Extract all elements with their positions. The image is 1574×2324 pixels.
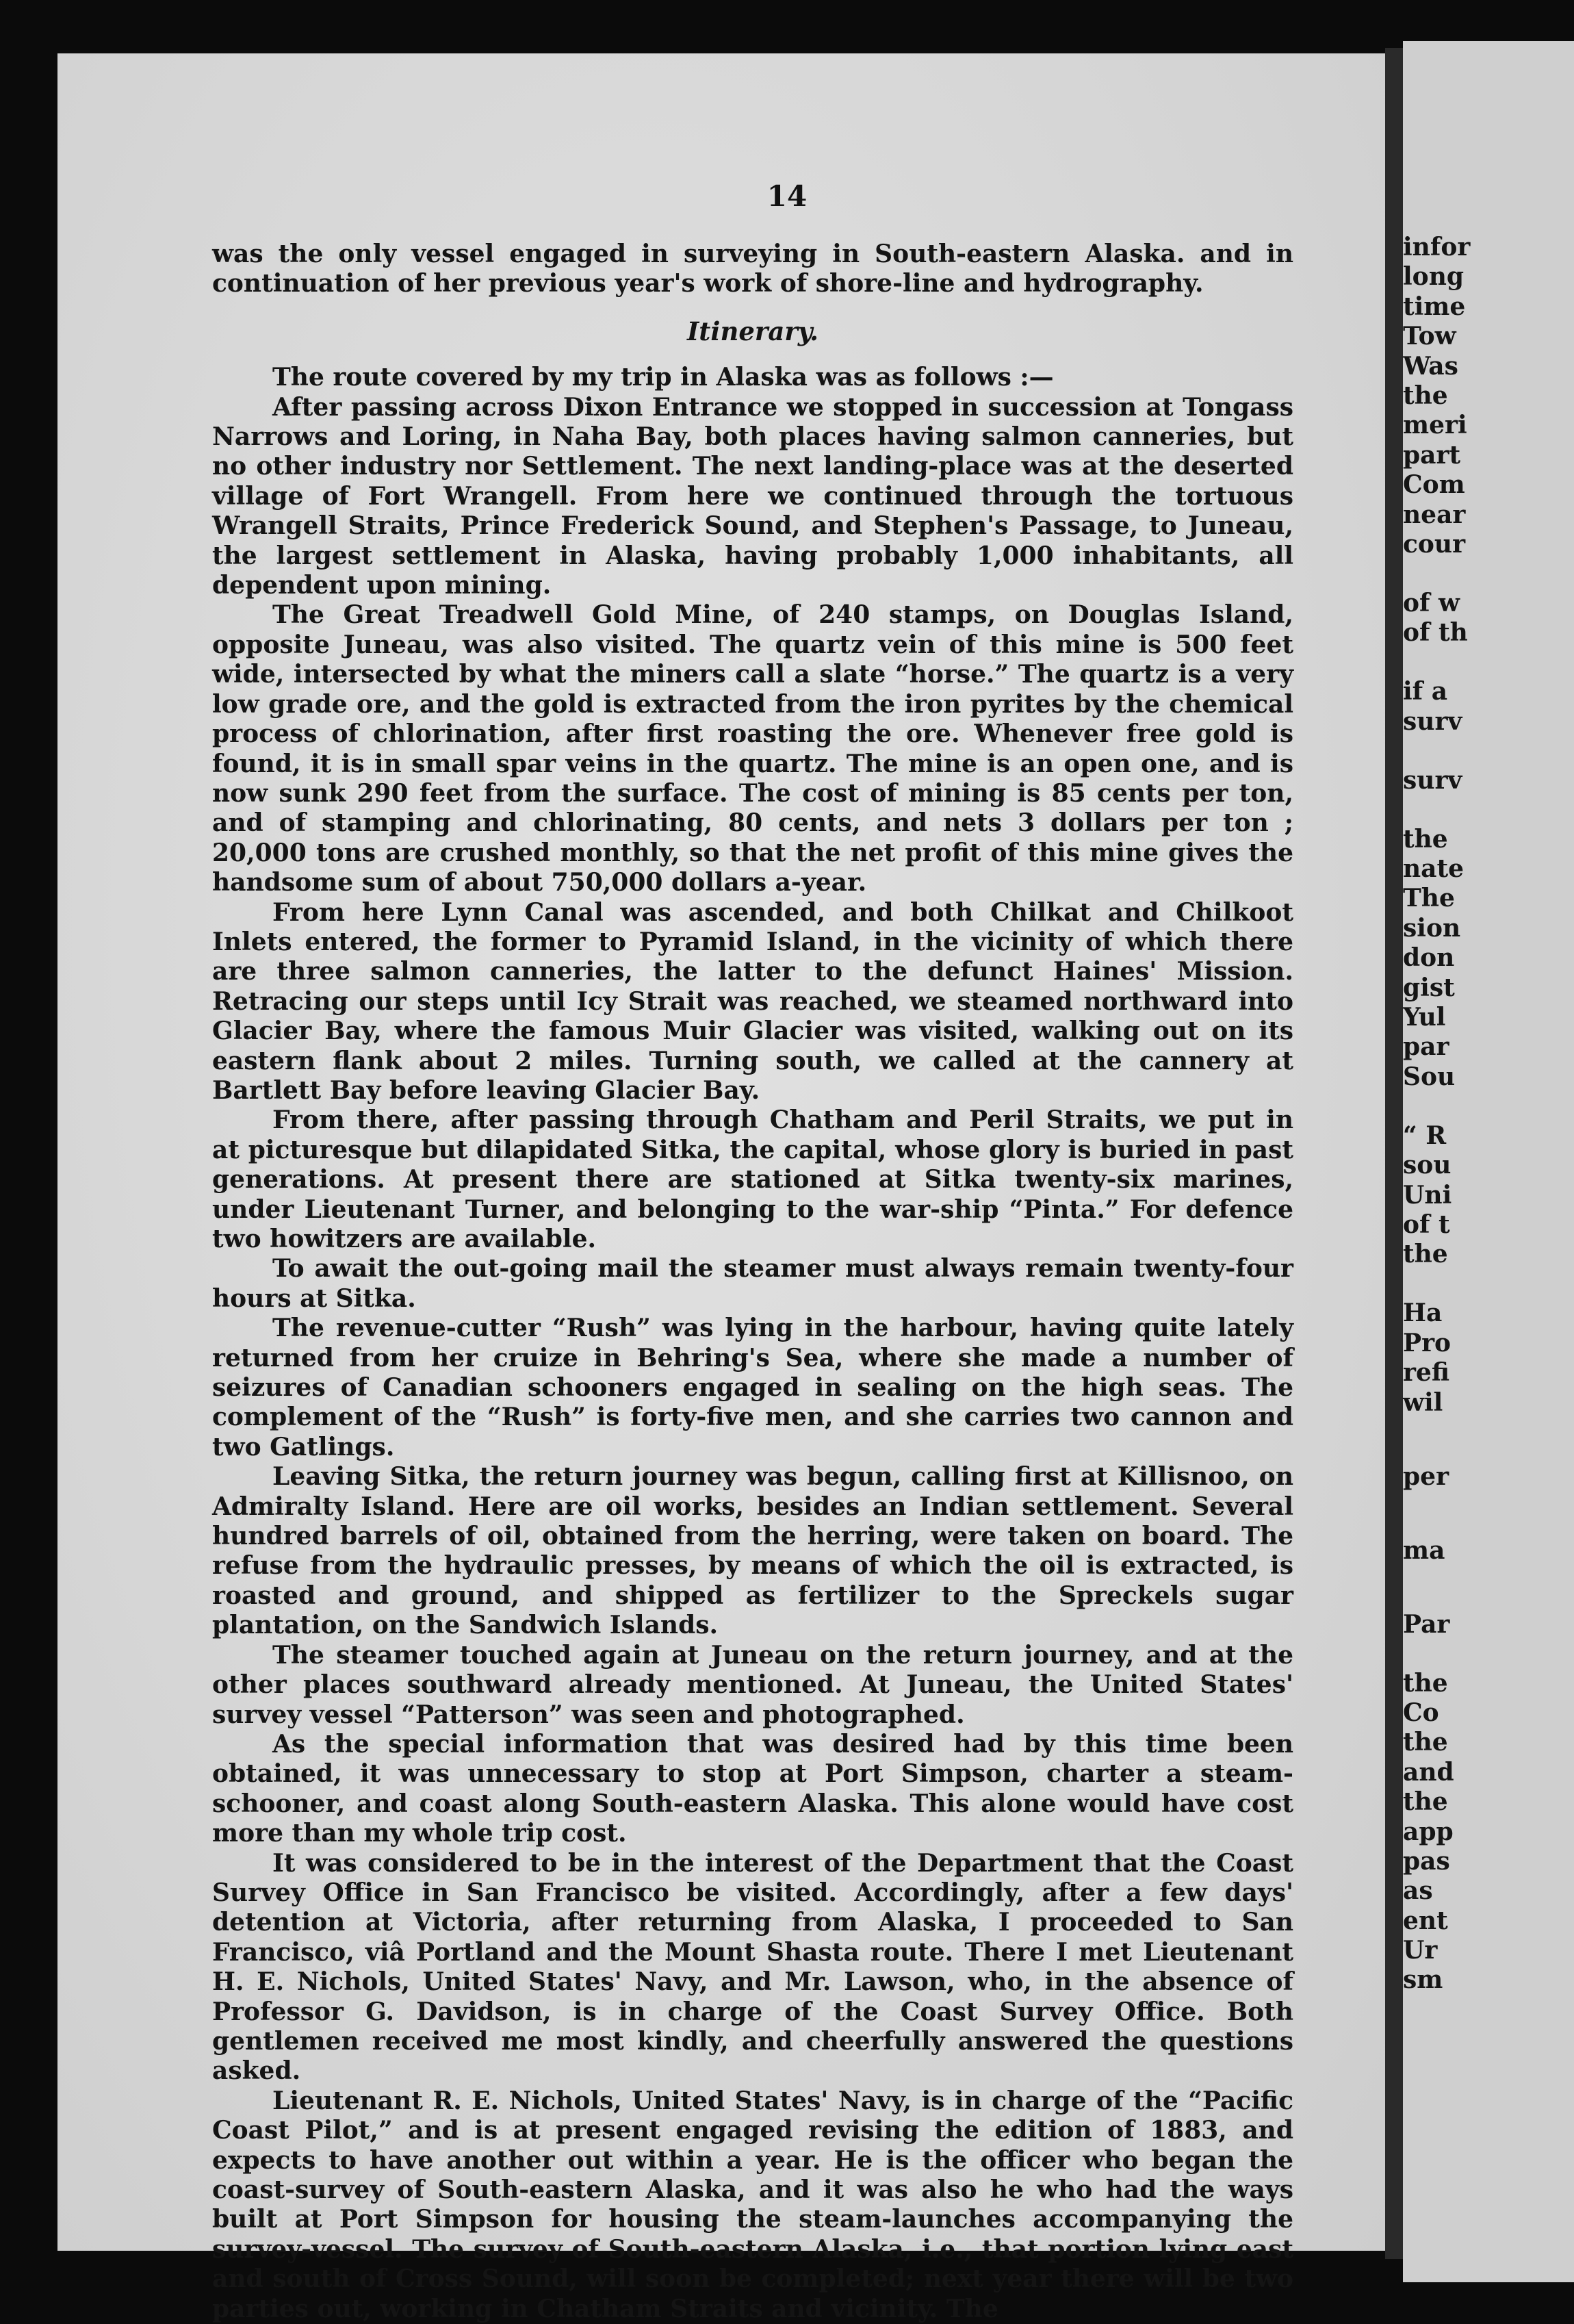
- right-fragment: refi: [1403, 1358, 1450, 1388]
- right-fragment: pas: [1403, 1846, 1450, 1876]
- body-text: [212, 240, 1293, 2324]
- right-fragment: sm: [1403, 1965, 1443, 1995]
- right-fragment: Ur: [1403, 1936, 1438, 1965]
- right-fragment: par: [1403, 1032, 1449, 1062]
- right-fragment: Pro: [1403, 1328, 1452, 1357]
- section-heading: Itinerary.: [687, 316, 818, 346]
- right-fragment: of w: [1403, 588, 1460, 617]
- right-fragment: as: [1403, 1876, 1433, 1906]
- right-fragment: wil: [1403, 1388, 1443, 1417]
- right-fragment: per: [1403, 1461, 1449, 1491]
- right-page-text: [1403, 233, 1574, 1995]
- right-fragment: don: [1403, 943, 1455, 973]
- paragraph: The revenue-cutter “Rush” was lying in the harbour, having quite lately returned from her cruize in Behring's Sea, where she made a number of seizures of Canadian schooners engaged in sealing on the high seas. The complement of the “Rush” is forty-five men, and she carries two cannon and two Gatlings.: [212, 1314, 1293, 1461]
- right-fragment: surv: [1403, 765, 1462, 795]
- right-fragment: if a: [1403, 677, 1448, 706]
- right-fragment: “ R: [1403, 1121, 1447, 1150]
- right-fragment: meri: [1403, 411, 1467, 440]
- right-fragment: Co: [1403, 1698, 1439, 1727]
- paragraph: The steamer touched again at Juneau on the return journey, and at the other places southward already mentioned. At Juneau, the United States' survey vessel “Patterson” was seen and photographed.: [212, 1640, 1293, 1729]
- right-fragment: Com: [1403, 470, 1465, 500]
- right-fragment: and: [1403, 1757, 1454, 1787]
- right-fragment: the: [1403, 1668, 1448, 1698]
- right-fragment: infor: [1403, 233, 1471, 261]
- paragraph: The route covered by my trip in Alaska was as follows :—: [272, 363, 1054, 392]
- right-fragment: sou: [1403, 1151, 1452, 1180]
- right-fragment: Ha: [1403, 1299, 1443, 1328]
- right-fragment: sion: [1403, 913, 1461, 943]
- right-fragment: the: [1403, 1787, 1448, 1817]
- right-fragment: Yul: [1403, 1003, 1446, 1032]
- paragraph: Lieutenant R. E. Nichols, United States' Navy, is in charge of the “Pacific Coast Pilot,” and is at present engaged revising the edition of 1883, and expects to have another out within a year. He is the officer who began the coast-survey of South-eastern Alaska, and it was also he who had the ways built at Port Simpson for housing the steam-launches accompanying the survey-vessel. The survey of South-eastern Alaska, i.e., that portion lying east and south of Cross Sound, will soon be completed; next year there will be two parties out, working in Chatham Straits and vicinity. The: [212, 2086, 1293, 2323]
- paragraph: It was considered to be in the interest of the Department that the Coast Survey Office in San Francisco be visited. Accordingly, after a few days' detention at Victoria, after returning from Alaska, I proceeded to San Francisco, viâ Portland and the Mount Shasta route. There I met Lieutenant H. E. Nichols, United States' Navy, and Mr. Lawson, who, in the absence of Professor G. Davidson, is in charge of the Coast Survey Office. Both gentlemen received me most kindly, and cheerfully answered the questions asked.: [212, 1848, 1293, 2086]
- book-gutter: [1385, 48, 1403, 2259]
- right-fragment: the: [1403, 381, 1448, 410]
- right-fragment: nate: [1403, 854, 1465, 884]
- right-fragment: ent: [1403, 1906, 1448, 1935]
- paragraph: As the special information that was desired had by this time been obtained, it was unnecessary to stop at Port Simpson, charter a steam-schooner, and coast along South-eastern Alaska. This alone would have cost more than my whole trip cost.: [212, 1729, 1293, 1848]
- right-fragment: the: [1403, 1728, 1448, 1757]
- right-fragment: The: [1403, 884, 1455, 913]
- right-fragment: part: [1403, 440, 1461, 470]
- paragraph: After passing across Dixon Entrance we stopped in succession at Tongass Narrows and Loring, in Naha Bay, both places having salmon canneries, but no other industry nor Settlement. The next landing-place was at the deserted village of Fort Wrangell. From here we continued through the tortuous Wrangell Straits, Prince Frederick Sound, and Stephen's Passage, to Juneau, the largest settlement in Alaska, having probably 1,000 inhabitants, all dependent upon mining.: [212, 392, 1293, 600]
- paragraph: From there, after passing through Chatham and Peril Straits, we put in at picturesque but dilapidated Sitka, the capital, whose glory is buried in past generations. At present there are stationed at Sitka twenty-six marines, under Lieutenant Turner, and belonging to the war-ship “Pinta.” For defence two howitzers are available.: [212, 1106, 1293, 1253]
- right-fragment: time: [1403, 292, 1466, 321]
- right-fragment: near: [1403, 500, 1466, 529]
- paragraph: To await the out-going mail the steamer must always remain twenty-four hours at Sitka.: [212, 1254, 1293, 1313]
- paragraph: Leaving Sitka, the return journey was begun, calling first at Killisnoo, on Admiralty Island. Here are oil works, besides an Indian settlement. Several hundred barrels of oil, obtained from the herring, were taken on board. The refuse from the hydraulic presses, by means of which the oil is extracted, is roasted and ground, and shipped as fertilizer to the Spreckels sugar plantation, on the Sandwich Islands.: [212, 1462, 1293, 1640]
- right-fragment: cour: [1403, 529, 1466, 559]
- right-fragment: ma: [1403, 1535, 1445, 1565]
- right-fragment: Was: [1403, 351, 1458, 381]
- right-fragment: long: [1403, 262, 1465, 292]
- paragraph: was the only vessel engaged in surveying in South-eastern Alaska. and in continuation of her previous year's work of shore-line and hydrography.: [212, 240, 1293, 298]
- right-fragment: gist: [1403, 973, 1455, 1002]
- right-fragment: of t: [1403, 1210, 1450, 1239]
- right-fragment: of th: [1403, 618, 1468, 648]
- right-fragment: surv: [1403, 706, 1462, 736]
- right-fragment: Tow: [1403, 322, 1456, 351]
- right-fragment: the: [1403, 824, 1448, 854]
- right-fragment: Par: [1403, 1609, 1450, 1639]
- right-fragment: app: [1403, 1817, 1454, 1846]
- paragraph: The Great Treadwell Gold Mine, of 240 stamps, on Douglas Island, opposite Juneau, was also visited. The quartz vein of this mine is 500 feet wide, intersected by what the miners call a slate “horse.” The quartz is a very low grade ore, and the gold is extracted from the iron pyrites by the chemical process of chlorination, after first roasting the ore. Whenever free gold is found, it is in small spar veins in the quartz. The mine is an open one, and is now sunk 290 feet from the surface. The cost of mining is 85 cents per ton, and of stamping and chlorinating, 80 cents, and nets 3 dollars per ton ; 20,000 tons are crushed monthly, so that the net profit of this mine gives the handsome sum of about 750,000 dollars a-year.: [212, 600, 1293, 897]
- right-fragment: Sou: [1403, 1062, 1456, 1091]
- page-number: 14: [766, 179, 808, 213]
- right-fragment: Uni: [1403, 1180, 1452, 1210]
- paragraph: From here Lynn Canal was ascended, and both Chilkat and Chilkoot Inlets entered, the former to Pyramid Island, in the vicinity of which there are three salmon canneries, the latter to the defunct Haines' Mission. Retracing our steps until Icy Strait was reached, we steamed northward into Glacier Bay, where the famous Muir Glacier was visited, walking out on its eastern flank about 2 miles. Turning south, we called at the cannery at Bartlett Bay before leaving Glacier Bay.: [212, 897, 1293, 1105]
- right-fragment: the: [1403, 1240, 1448, 1269]
